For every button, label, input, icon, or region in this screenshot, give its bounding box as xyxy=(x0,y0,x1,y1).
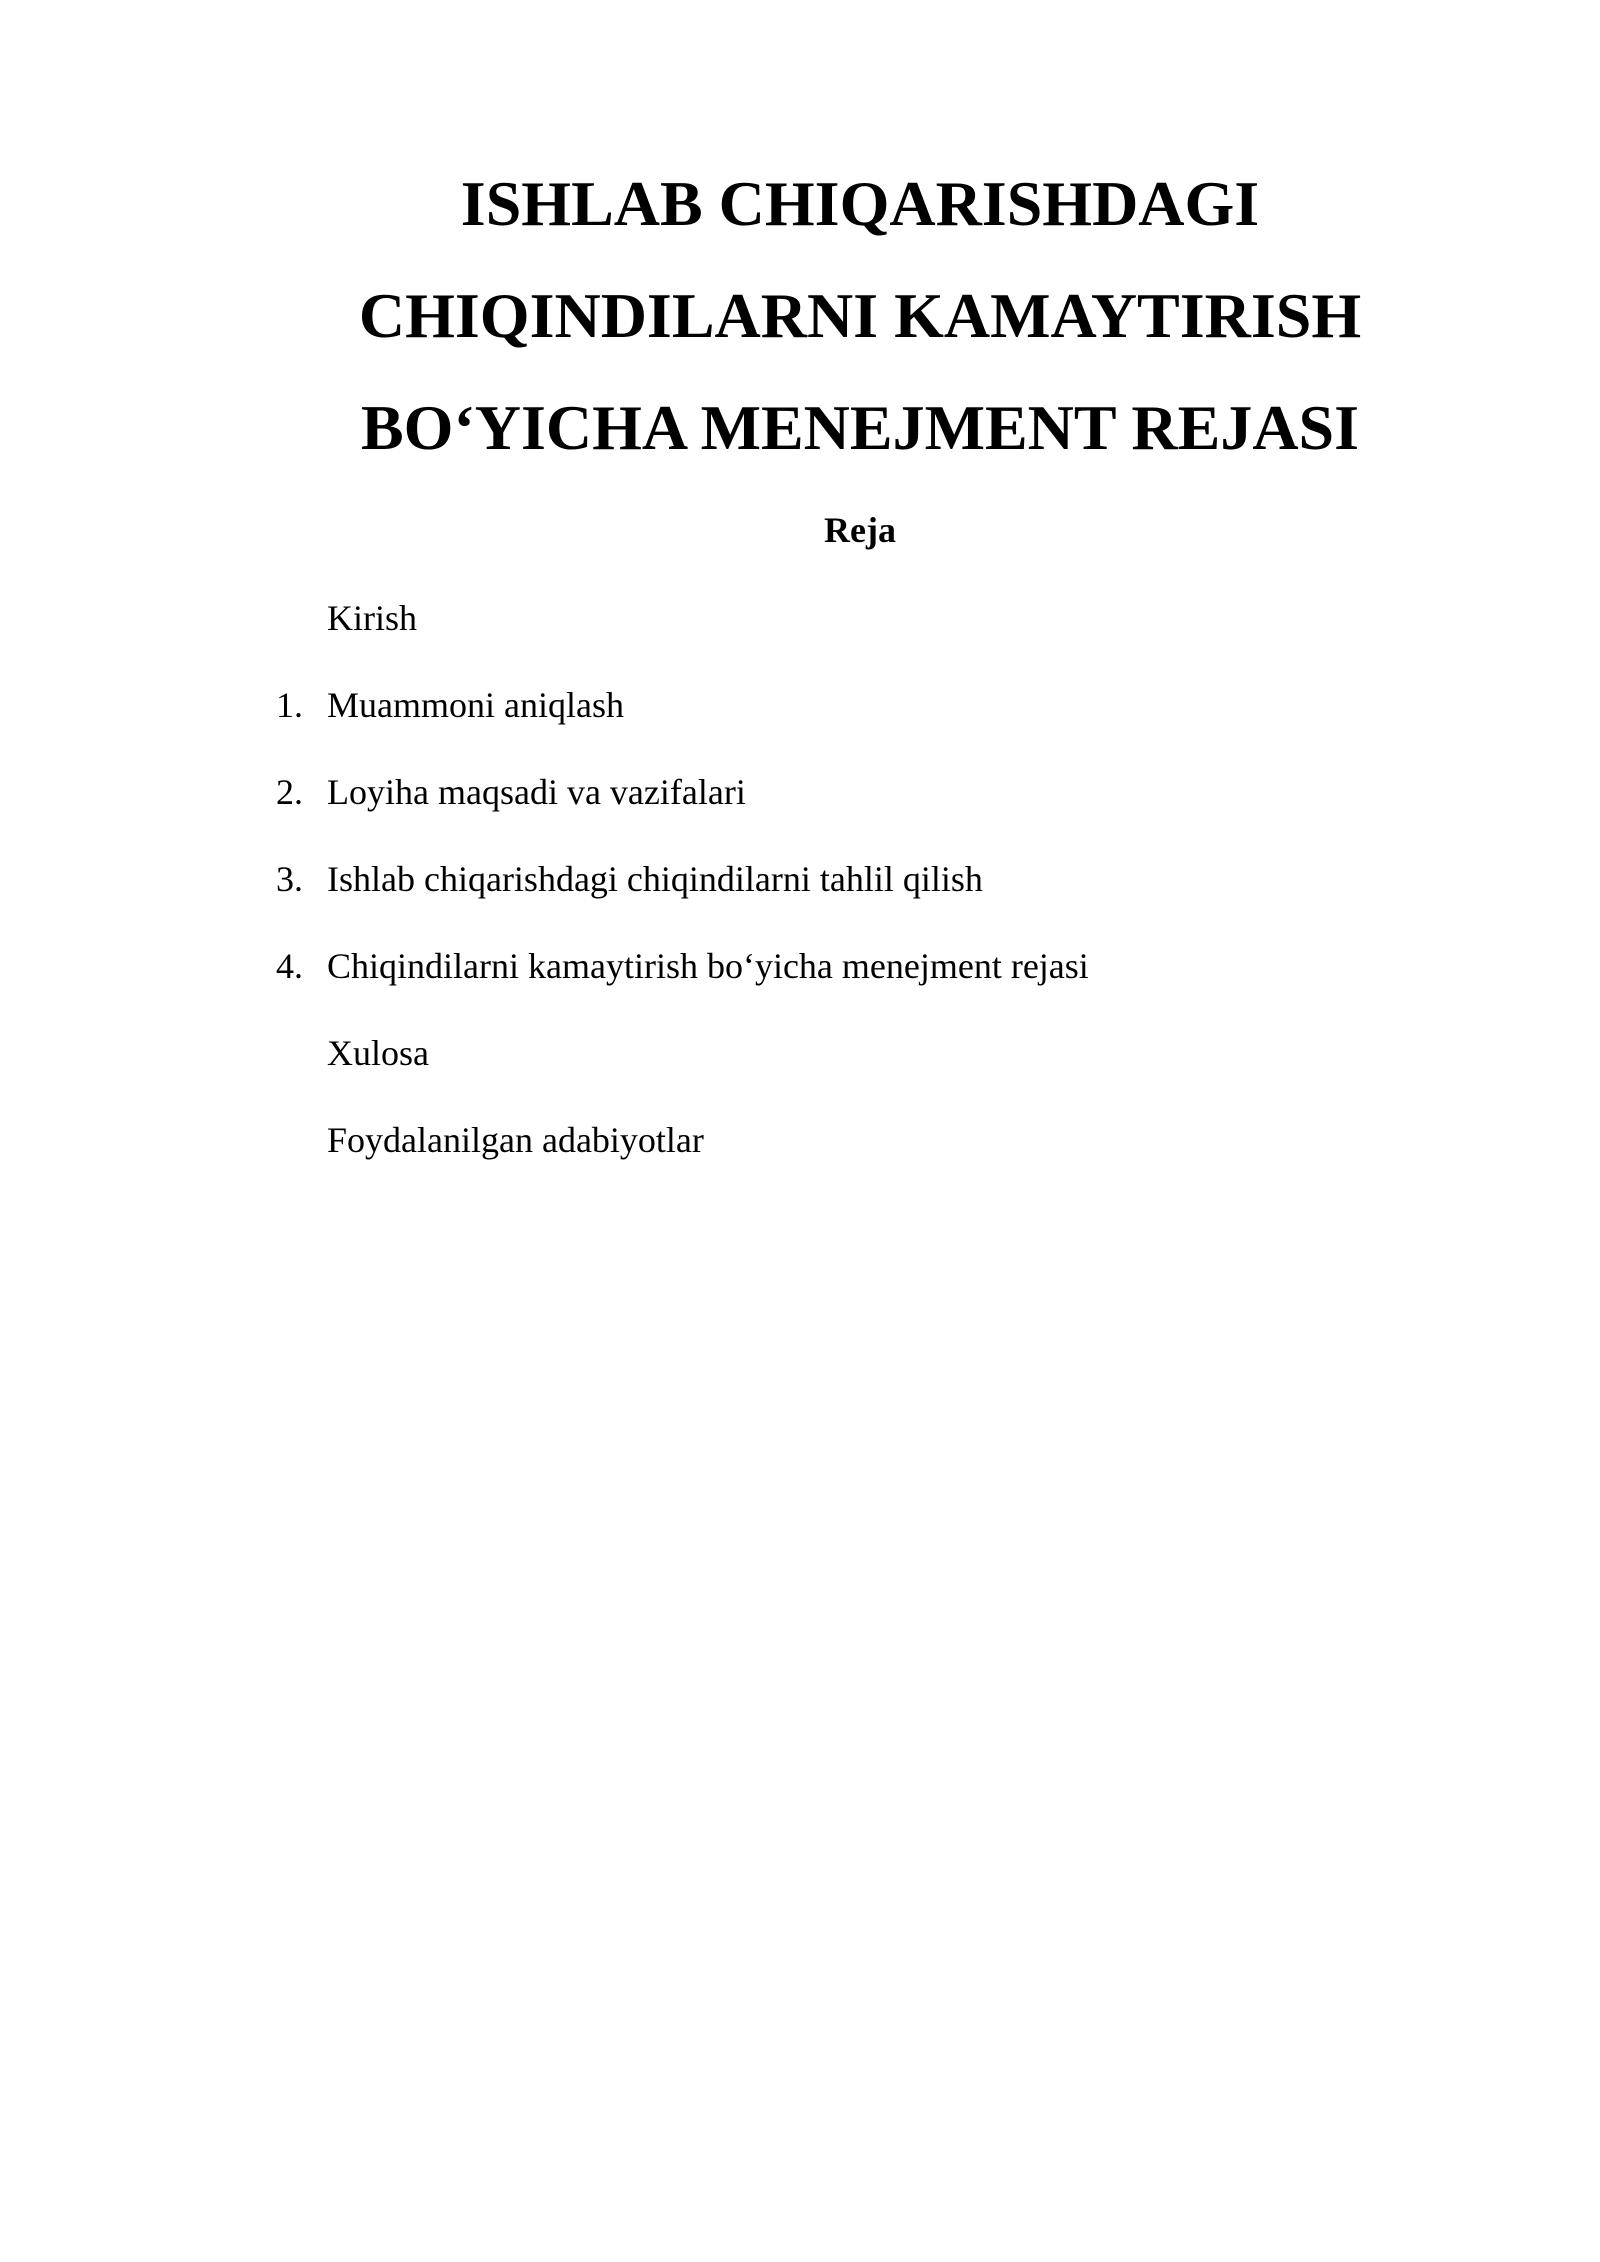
plan-item-references xyxy=(0,1112,1600,1199)
plan-item-text: Loyiha maqsadi va vazifalari xyxy=(327,772,746,812)
title-line-2: CHIQINDILARNI KAMAYTIRISH xyxy=(358,280,1362,351)
plan-item-text: Foydalanilgan adabiyotlar xyxy=(327,1120,704,1160)
plan-item-number: 3. xyxy=(276,859,303,899)
plan-item-conclusion xyxy=(0,1025,1600,1112)
plan-item-text: Ishlab chiqarishdagi chiqindilarni tahlil qilish xyxy=(327,859,983,899)
plan-item-number: 2. xyxy=(276,772,303,812)
plan-item-3 xyxy=(0,851,1600,938)
plan-item-number: 1. xyxy=(276,685,303,725)
plan-item-2 xyxy=(0,764,1600,851)
plan-item-text: Xulosa xyxy=(327,1033,429,1073)
plan-item-intro xyxy=(0,590,1600,677)
plan-item-1 xyxy=(0,677,1600,764)
plan-list xyxy=(0,590,1600,1199)
plan-heading: Reja xyxy=(824,510,896,550)
plan-item-text: Kirish xyxy=(327,598,417,638)
plan-item-number: 4. xyxy=(276,946,303,986)
document-title xyxy=(270,148,1450,484)
plan-item-4 xyxy=(0,938,1600,1025)
title-line-1: ISHLAB CHIQARISHDAGI xyxy=(460,168,1260,239)
title-line-3: BO‘YICHA MENEJMENT REJASI xyxy=(360,392,1360,463)
plan-item-text: Muammoni aniqlash xyxy=(327,685,624,725)
plan-item-text: Chiqindilarni kamaytirish bo‘yicha menejment rejasi xyxy=(327,946,1089,986)
